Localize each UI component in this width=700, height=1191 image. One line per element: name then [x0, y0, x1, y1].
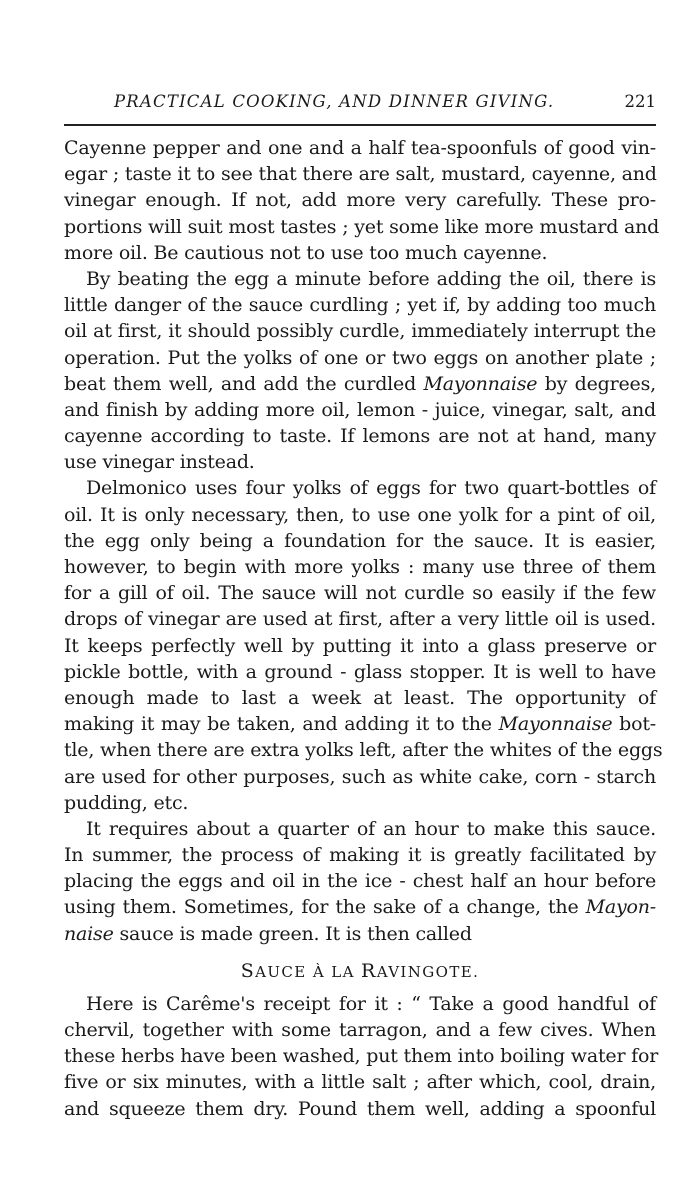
text-run: making it may be taken, and adding it to the — [64, 713, 499, 736]
paragraph-4 — [64, 816, 656, 947]
text-line: and squeeze them dry. Pound them well, adding a spoonful — [64, 1097, 656, 1120]
running-title: PRACTICAL COOKING, AND DINNER GIVING. — [114, 92, 555, 111]
text-line: oil at first, it should possibly curdle, immediately interrupt the — [64, 320, 656, 343]
text-run: beat them well, and add the curdled — [64, 372, 424, 395]
italic-term: Mayon- — [585, 896, 656, 919]
text-line: placing the eggs and oil in the ice - chest half an hour before — [64, 870, 656, 893]
text-line: however, to begin with more yolks : many use three of them — [64, 556, 656, 578]
text-line: use vinegar instead. — [64, 451, 255, 474]
text-run: using them. Sometimes, for the sake of a change, the — [64, 896, 586, 919]
text-line: pudding, etc. — [64, 791, 189, 814]
paragraph-5 — [64, 991, 659, 1122]
text-run: bot- — [612, 713, 656, 736]
text-line: It requires about a quarter of an hour to make this sauce. — [86, 817, 656, 840]
section-heading — [64, 951, 656, 991]
text-line: Here is Carême's receipt for it : “ Take a good handful of — [86, 992, 656, 1015]
text-line: operation. Put the yolks of one or two eggs on another plate ; — [64, 346, 656, 369]
text-line: vinegar enough. If not, add more very carefully. These pro- — [64, 189, 656, 212]
text-line — [64, 921, 656, 947]
text-line: five or six minutes, with a little salt ; after which, cool, drain, — [64, 1071, 656, 1094]
text-run: sauce is made green. It is then called — [113, 922, 472, 945]
text-line: more oil. Be cautious not to use too much cayenne. — [64, 241, 548, 264]
page-number: 221 — [624, 92, 656, 111]
text-line — [64, 711, 656, 737]
text-line: little danger of the sauce curdling ; yet if, by adding too much — [64, 294, 656, 317]
body-text — [64, 135, 663, 1122]
italic-term: naise — [64, 922, 114, 945]
text-line: chervil, together with some tarragon, and a few cives. When — [64, 1019, 656, 1041]
italic-term: Mayonnaise — [498, 713, 613, 736]
text-line: It keeps perfectly well by putting it into a glass preserve or — [64, 634, 656, 657]
text-line: portions will suit most tastes ; yet some like more mustard and — [64, 215, 660, 238]
running-header — [64, 92, 656, 120]
text-line: drops of vinegar are used at first, after a very little oil is used. — [64, 608, 656, 631]
text-line: cayenne according to taste. If lemons are not at hand, many — [64, 425, 656, 448]
text-line: for a gill of oil. The sauce will not curdle so easily if the few — [64, 582, 656, 605]
paragraph-3 — [64, 475, 663, 815]
text-line: In summer, the process of making it is greatly facilitated by — [64, 844, 656, 867]
text-line: and finish by adding more oil, lemon - juice, vinegar, salt, and — [64, 398, 656, 421]
heading-initial: R — [360, 959, 377, 982]
heading-initial: S — [240, 959, 256, 982]
text-line: egar ; taste it to see that there are salt, mustard, cayenne, and — [64, 163, 657, 186]
text-line: enough made to last a week at least. The opportunity of — [64, 686, 656, 709]
header-rule — [64, 124, 656, 126]
text-line: oil. It is only necessary, then, to use one yolk for a pint of oil, — [64, 503, 656, 526]
text-line: Delmonico uses four yolks of eggs for two quart-bottles of — [86, 477, 656, 500]
text-line: tle, when there are extra yolks left, after the whites of the eggs — [64, 739, 663, 762]
paragraph-1 — [64, 135, 660, 266]
text-line — [64, 894, 656, 920]
heading-word: AUCE — [255, 962, 307, 981]
heading-word: AVINGOTE. — [376, 962, 480, 981]
paragraph-2 — [64, 266, 656, 476]
text-line: the egg only being a foundation for the sauce. It is easier, — [64, 529, 656, 552]
text-line: these herbs have been washed, put them into boiling water for — [64, 1045, 659, 1068]
text-line: Cayenne pepper and one and a half tea-spoonfuls of good vin- — [64, 137, 656, 159]
text-line: are used for other purposes, such as white cake, corn - starch — [64, 765, 656, 788]
text-line — [64, 371, 656, 397]
italic-term: Mayonnaise — [423, 372, 538, 395]
text-line: By beating the egg a minute before adding the oil, there is — [86, 267, 656, 290]
heading-word: À — [312, 962, 326, 981]
text-line: pickle bottle, with a ground - glass stopper. It is well to have — [64, 660, 656, 683]
text-run: by degrees, — [537, 372, 656, 395]
heading-word: LA — [331, 962, 355, 981]
